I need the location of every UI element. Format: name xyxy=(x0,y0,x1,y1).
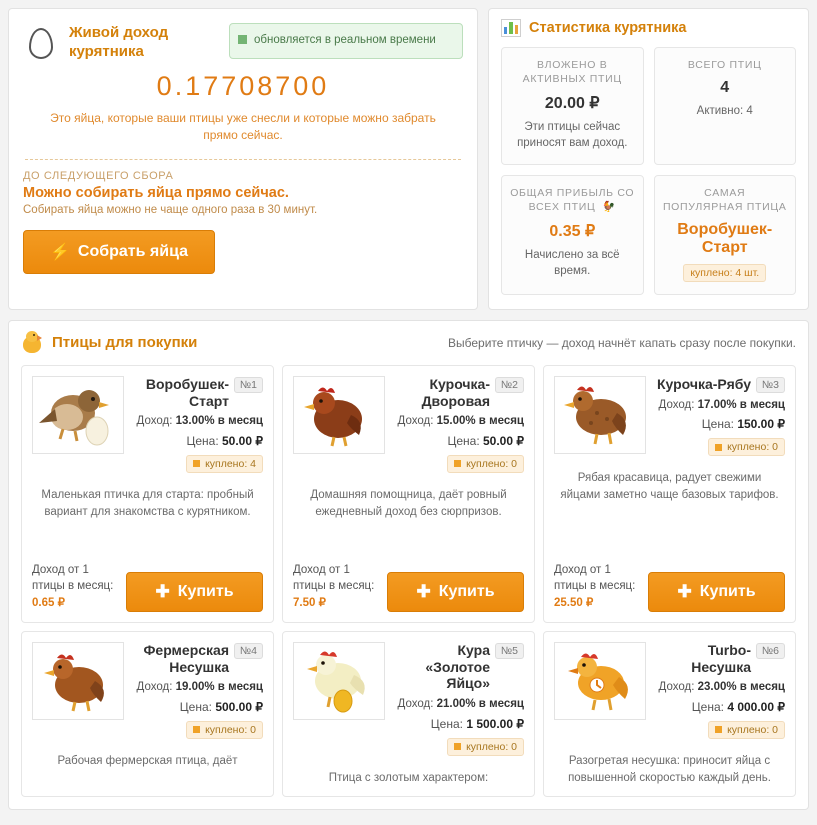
bird-income-value: 13.00% в месяц xyxy=(175,415,263,428)
bird-price-label: Цена: xyxy=(701,417,734,432)
bird-description: Домашняя помощница, даёт ровный ежедневный доход без сюрпризов. xyxy=(310,488,507,518)
bird-card[interactable] xyxy=(543,365,796,623)
owned-square-icon xyxy=(715,444,722,451)
stat-label: ВЛОЖЕНО В АКТИВНЫХ ПТИЦ xyxy=(522,59,622,86)
bird-per-month-label: Доход от 1 птицы в месяц: xyxy=(32,564,114,592)
bird-income-label: Доход: xyxy=(136,415,173,428)
plus-icon: ✚ xyxy=(155,581,170,601)
bird-price-value: 50.00 ₽ xyxy=(222,433,263,448)
bird-price-value: 1 500.00 ₽ xyxy=(466,716,524,731)
bird-info xyxy=(134,376,263,473)
shop-hint: Выберите птичку — доход начнёт капать сразу после покупки. xyxy=(448,335,796,350)
bird-price-value: 500.00 ₽ xyxy=(215,699,263,714)
bird-owned-badge xyxy=(447,738,524,756)
stats-title: Статистика курятника xyxy=(529,20,687,36)
buy-button-label: Купить xyxy=(438,582,495,600)
owned-square-icon xyxy=(193,726,200,733)
brown-hen-icon xyxy=(293,376,385,454)
bird-info xyxy=(656,376,785,456)
bird-owned-badge xyxy=(186,455,263,473)
bird-income xyxy=(134,680,263,696)
owned-square-icon xyxy=(193,460,200,467)
bird-price-label: Цена: xyxy=(447,433,480,448)
bird-income-label: Доход: xyxy=(397,698,434,711)
collect-hint: Собирать яйца можно не чаще одного раза в 30 минут. xyxy=(23,203,318,216)
stat-label: САМАЯ ПОПУЛЯРНАЯ ПТИЦА xyxy=(662,186,787,213)
bird-per-month-value: 7.50 ₽ xyxy=(293,597,326,610)
bird-per-month xyxy=(32,563,118,612)
bird-income xyxy=(656,398,785,414)
bird-income-value: 19.00% в месяц xyxy=(175,681,263,694)
bird-price-value: 50.00 ₽ xyxy=(483,433,524,448)
bird-name: Курочка-Дворовая xyxy=(421,375,490,409)
owned-square-icon xyxy=(454,460,461,467)
bar-chart-icon xyxy=(501,19,521,37)
bird-price xyxy=(395,434,524,448)
bird-name: Курочка-Рябу xyxy=(656,375,751,392)
bird-per-month-value: 25.50 ₽ xyxy=(554,597,594,610)
collect-eggs-label: Собрать яйца xyxy=(77,242,189,260)
stat-sub: Начислено за всё время. xyxy=(524,248,620,277)
bird-income-label: Доход: xyxy=(397,415,434,428)
bird-description: Рябая красавица, радует свежими яйцами заметно чаще базовых тарифов. xyxy=(560,472,779,501)
bird-grid-row-1 xyxy=(21,365,796,623)
bird-owned-text: куплено: 0 xyxy=(727,723,778,736)
bird-top xyxy=(32,642,263,739)
stat-label: ВСЕГО ПТИЦ xyxy=(687,59,762,71)
bird-bottom xyxy=(293,563,524,612)
bird-name: Воробушек-Старт xyxy=(145,375,229,409)
stat-label-text: ОБЩАЯ ПРИБЫЛЬ СО ВСЕХ ПТИЦ xyxy=(510,186,635,213)
turbo-hen-icon xyxy=(554,642,646,720)
stat-card-invested xyxy=(501,47,644,165)
egg-icon xyxy=(23,21,59,65)
bird-income xyxy=(134,414,263,430)
bird-bottom xyxy=(554,563,785,612)
top-row xyxy=(8,8,809,310)
bird-income xyxy=(656,680,785,696)
bird-price xyxy=(395,717,524,731)
buy-button[interactable] xyxy=(387,572,524,612)
bird-owned-badge xyxy=(708,438,785,456)
bird-owned-badge xyxy=(708,721,785,739)
income-header xyxy=(23,21,463,65)
bird-price-label: Цена: xyxy=(691,699,724,714)
bird-number-badge: №4 xyxy=(234,643,263,659)
bird-card[interactable] xyxy=(282,631,535,798)
bird-description: Маленькая птичка для старта: пробный вариант для знакомства с курятником. xyxy=(41,488,254,518)
bird-description: Рабочая фермерская птица, даёт xyxy=(57,754,238,767)
stats-panel xyxy=(488,8,809,310)
shop-header xyxy=(21,331,796,355)
bird-info xyxy=(134,642,263,739)
bird-name: Кура «Золотое Яйцо» xyxy=(425,641,490,692)
bird-per-month-label: Доход от 1 птицы в месяц: xyxy=(293,564,375,592)
bird-description: Птица с золотым характером: xyxy=(328,771,489,784)
stat-value: Воробушек-Старт xyxy=(677,220,773,256)
speckled-hen-icon xyxy=(554,376,646,454)
bird-card[interactable] xyxy=(21,365,274,623)
stats-header xyxy=(501,19,796,37)
bird-owned-text: куплено: 0 xyxy=(727,441,778,454)
bird-name: Turbo-Несушка xyxy=(691,641,751,675)
shop-header-left xyxy=(21,331,197,355)
status-dot-icon xyxy=(238,35,247,44)
bird-owned-text: куплено: 0 xyxy=(466,457,517,470)
bird-top xyxy=(293,642,524,756)
plus-icon: ✚ xyxy=(677,581,692,601)
bird-number-badge: №2 xyxy=(495,377,524,393)
bird-info xyxy=(656,642,785,739)
bird-description: Разогретая несушка: приносит яйца с повышенной скоростью каждый день. xyxy=(568,754,771,784)
bird-number-badge: №1 xyxy=(234,377,263,393)
bird-price-value: 4 000.00 ₽ xyxy=(727,699,785,714)
bird-income-value: 15.00% в месяц xyxy=(436,415,524,428)
next-collect-label: ДО СЛЕДУЮЩЕГО СБОРА xyxy=(23,169,174,182)
bird-number-badge: №3 xyxy=(756,377,785,393)
bird-top xyxy=(293,376,524,473)
stat-card-popular-bird xyxy=(654,175,797,295)
bird-price xyxy=(134,434,263,448)
bird-owned-badge xyxy=(447,455,524,473)
stat-value: 20.00 ₽ xyxy=(544,95,600,113)
bird-number-badge: №5 xyxy=(495,643,524,659)
golden-hen-icon xyxy=(293,642,385,720)
bird-price-label: Цена: xyxy=(430,716,463,731)
stat-label xyxy=(510,186,635,214)
stat-sub: Активно: 4 xyxy=(696,105,753,118)
buy-button-label: Купить xyxy=(177,582,234,600)
bird-price-label: Цена: xyxy=(179,699,212,714)
bird-per-month-label: Доход от 1 птицы в месяц: xyxy=(554,564,636,592)
bird-income xyxy=(395,414,524,430)
bird-income xyxy=(395,697,524,713)
divider xyxy=(25,159,461,160)
bird-price xyxy=(134,700,263,714)
bird-per-month-value: 0.65 ₽ xyxy=(32,597,65,610)
bird-per-month xyxy=(554,563,640,612)
income-title: Живой доход курятника xyxy=(69,24,169,60)
bird-top xyxy=(554,376,785,456)
bird-info xyxy=(395,642,524,756)
stat-sub: Эти птицы сейчас приносят вам доход. xyxy=(517,121,628,150)
stat-card-total-profit xyxy=(501,175,644,295)
live-income-panel xyxy=(8,8,478,310)
farm-hen-icon xyxy=(32,642,124,720)
stat-card-total-birds xyxy=(654,47,797,165)
bird-card[interactable] xyxy=(21,631,274,798)
bird-owned-text: куплено: 0 xyxy=(205,723,256,736)
bird-top xyxy=(554,642,785,739)
sparrow-with-egg-icon xyxy=(32,376,124,454)
bird-price-value: 150.00 ₽ xyxy=(737,417,785,432)
plus-icon: ✚ xyxy=(416,581,431,601)
bolt-icon: ⚡ xyxy=(50,243,70,261)
realtime-badge-text: обновляется в реальном времени xyxy=(254,34,436,46)
chick-icon xyxy=(21,331,43,355)
bird-card[interactable] xyxy=(543,631,796,798)
realtime-badge xyxy=(229,23,463,59)
bird-owned-text: куплено: 0 xyxy=(466,740,517,753)
bird-price xyxy=(656,700,785,714)
income-note: Это яйца, которые ваши птицы уже снесли и которые можно забрать прямо сейчас. xyxy=(50,111,436,143)
owned-square-icon xyxy=(715,726,722,733)
bird-owned-badge xyxy=(186,721,263,739)
bird-info xyxy=(395,376,524,473)
bird-income-label: Доход: xyxy=(658,398,695,411)
stat-value: 0.35 ₽ xyxy=(549,222,596,240)
bird-income-value: 21.00% в месяц xyxy=(436,698,524,711)
buy-button[interactable] xyxy=(648,572,785,612)
stats-grid xyxy=(501,47,796,295)
bird-owned-text: куплено: 4 xyxy=(205,457,256,470)
status-badge: куплено: 4 шт. xyxy=(683,264,766,282)
bird-top xyxy=(32,376,263,473)
collect-eggs-button[interactable] xyxy=(23,230,215,274)
chicken-icon: 🐓 xyxy=(602,200,616,213)
egg-balance-value: 0.17708700 xyxy=(156,71,330,101)
stat-value: 4 xyxy=(720,79,730,97)
bird-per-month xyxy=(293,563,379,612)
bird-card[interactable] xyxy=(282,365,535,623)
shop-title: Птицы для покупки xyxy=(52,334,198,352)
bird-name: Фермерская Несушка xyxy=(143,641,229,675)
bird-income-value: 23.00% в месяц xyxy=(697,681,785,694)
bird-price-label: Цена: xyxy=(186,433,219,448)
can-collect-status: Можно собирать яйца прямо сейчас. xyxy=(23,184,289,201)
bird-bottom xyxy=(32,563,263,612)
bird-price xyxy=(656,417,785,431)
buy-button-label: Купить xyxy=(699,582,756,600)
bird-grid-row-2 xyxy=(21,631,796,798)
bird-income-label: Доход: xyxy=(136,681,173,694)
bird-shop-panel xyxy=(8,320,809,811)
buy-button[interactable] xyxy=(126,572,263,612)
bird-number-badge: №6 xyxy=(756,643,785,659)
owned-square-icon xyxy=(454,743,461,750)
bird-income-value: 17.00% в месяц xyxy=(697,398,785,411)
bird-income-label: Доход: xyxy=(658,681,695,694)
